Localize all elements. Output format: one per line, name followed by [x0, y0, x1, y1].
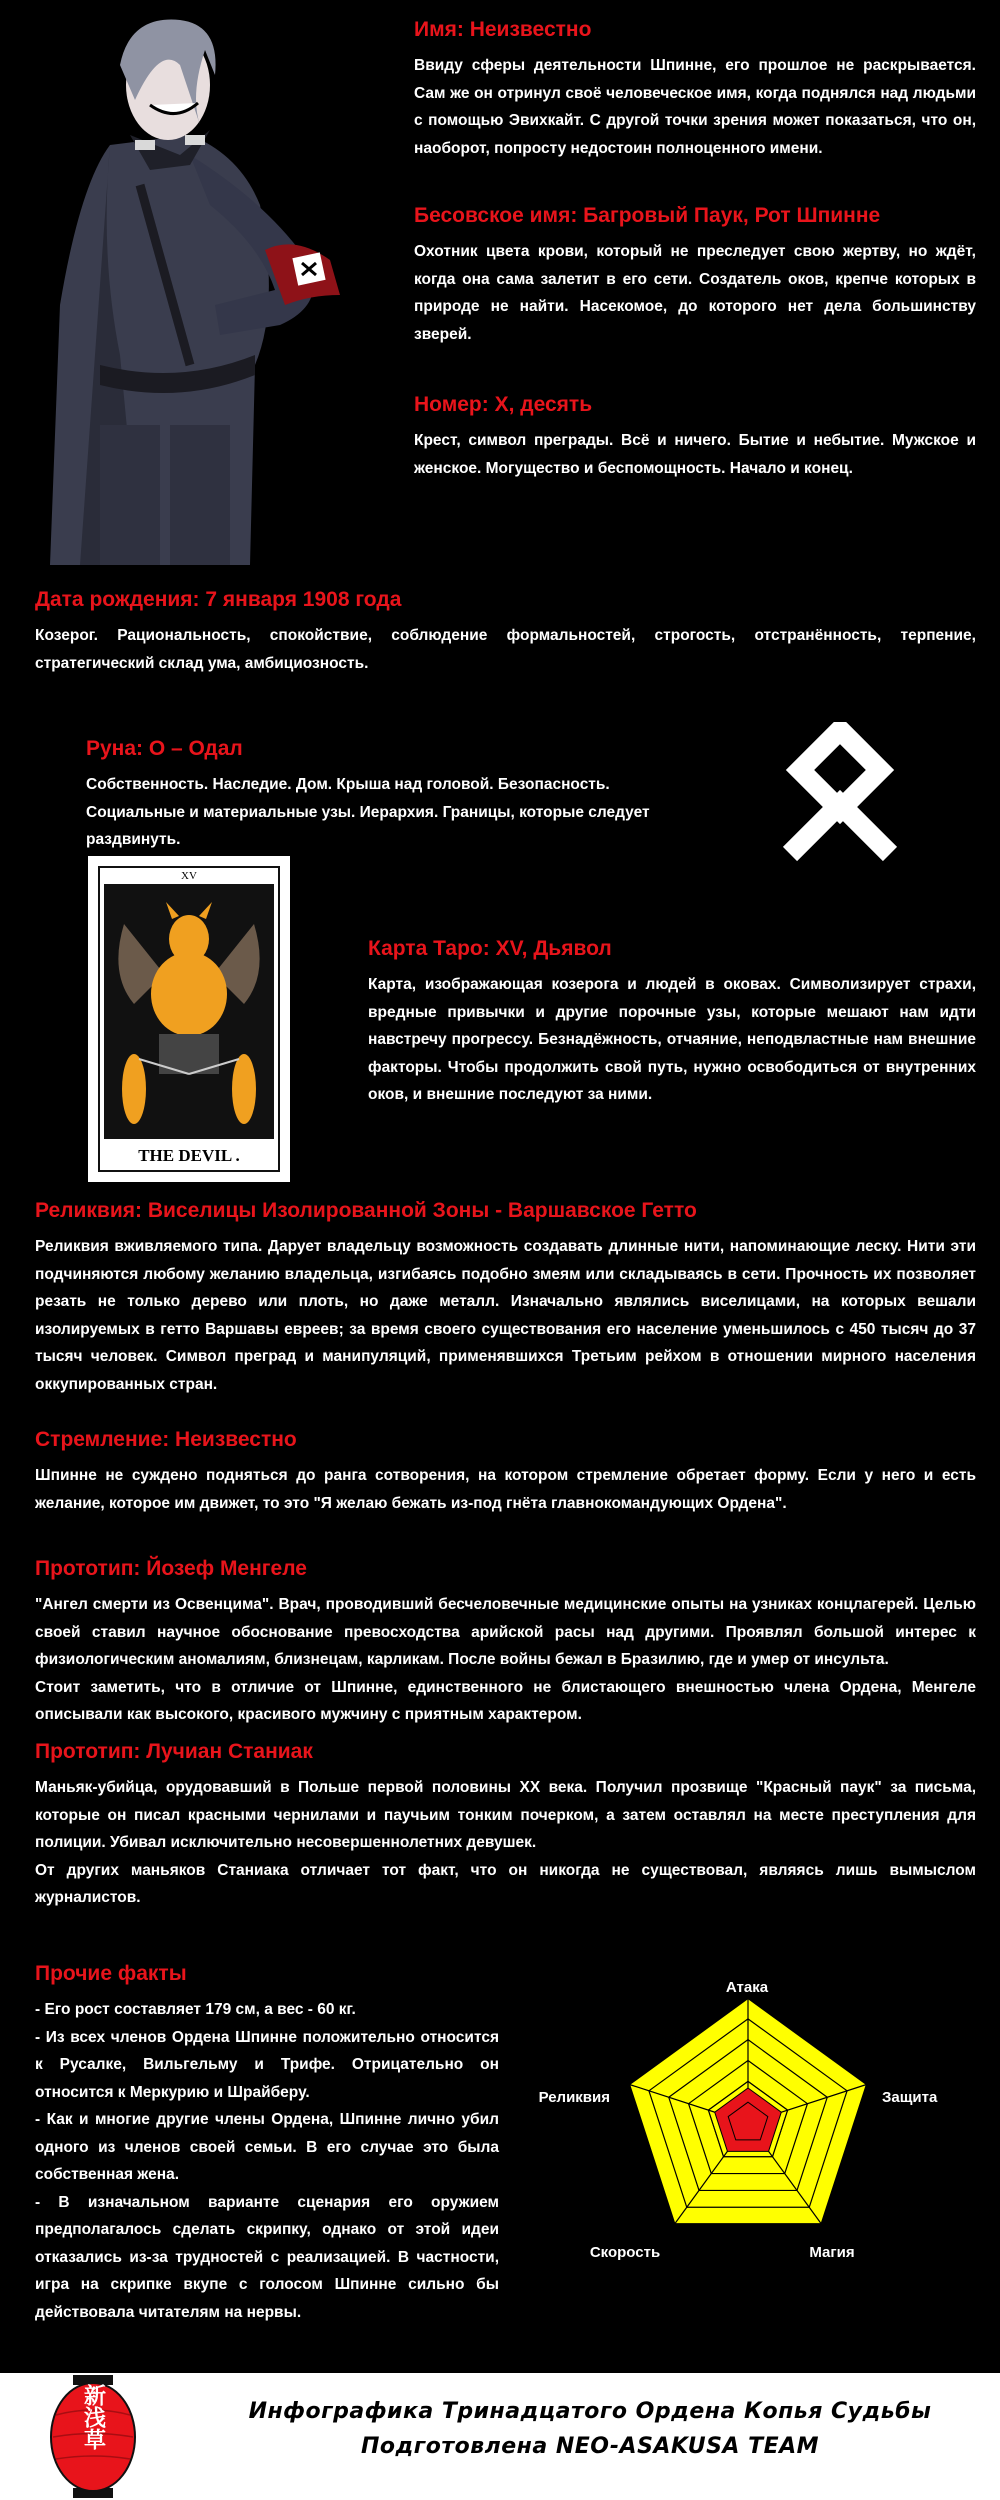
- facts-heading: Прочие факты: [35, 1962, 187, 1985]
- name-text: Ввиду сферы деятельности Шпинне, его прошлое не раскрывается. Сам же он отринул своё человеческое имя, когда поднялся над людьми с помощью Эвихкайт. С другой точки зрения может показаться, что он, наоборот, попросту недостоин полноценного имени.: [414, 57, 976, 157]
- birthday-text: Козерог. Рациональность, спокойствие, соблюдение формальностей, строгость, отстранённость, терпение, стратегический склад ума, амбициозность.: [35, 627, 976, 672]
- demon-name-text: Охотник цвета крови, который не преследует свою жертву, но ждёт, когда она сама залетит в его сети. Создатель оков, крепче которых в природе не найти. Насекомое, до которого нет дела большинству зверей.: [414, 243, 976, 343]
- fact-item: - В изначальном варианте сценария его оружием предполагалось сделать скрипку, однако от этой идеи отказались из-за трудностей с реализацией. В частности, игра на скрипке вкупе с голосом Шпинне сильно бы действовала читателям на нервы.: [35, 2193, 499, 2321]
- section-aspiration: [35, 1428, 976, 1517]
- footer-line-2: Подготовлена NEO-ASAKUSA TEAM: [360, 2434, 820, 2459]
- proto1-text: "Ангел смерти из Освенцима". Врач, проводивший бесчеловечные медицинские опыты на узниках концлагерей. Целью своей ставил научное обоснование превосходства арийской расы над другими. Проявлял большой интерес к физиологическим аномалиям, близнецам, карликам. После войны бежал в Бразилию, где и умер от инсульта.: [35, 1596, 976, 1668]
- section-tarot: [368, 937, 976, 1109]
- number-heading: Номер: X, десять: [414, 393, 593, 416]
- tarot-card-number: XV: [181, 870, 197, 882]
- proto2-text2: От других маньяков Станиака отличает тот факт, что он никогда не существовал, являясь лишь вымыслом журналистов.: [35, 1861, 976, 1906]
- section-prototype-staniak: [35, 1740, 976, 1912]
- fact-item: - Как и многие другие члены Ордена, Шпинне лично убил одного из членов своей семьи. В его случае это была собственная жена.: [35, 2111, 499, 2183]
- section-number: [414, 393, 976, 482]
- stats-radar-chart: [520, 1970, 980, 2270]
- name-heading: Имя: Неизвестно: [414, 18, 592, 41]
- radar-label-defense: Защита: [882, 2089, 938, 2106]
- tarot-text: Карта, изображающая козерога и людей в оковах. Символизирует страхи, вредные привычки и другие порочные узы, которые мешают нам идти навстречу прогрессу. Безнадёжность, отчаяние, неподвластные нам внешние факторы. Чтобы продолжить свой путь, нужно освободиться от внутренних оков, и внешние последуют за ними.: [368, 976, 976, 1103]
- odal-rune-icon: [770, 722, 910, 862]
- birthday-heading: Дата рождения: 7 января 1908 года: [35, 588, 402, 611]
- tarot-card-image: [88, 856, 290, 1182]
- fact-item: - Его рост составляет 179 см, а вес - 60 кг.: [35, 2001, 356, 2018]
- radar-label-magic: Магия: [809, 2244, 855, 2261]
- rune-text: Собственность. Наследие. Дом. Крыша над головой. Безопасность. Социальные и материальные узы. Иерархия. Границы, которые следует раздвинуть.: [86, 776, 650, 848]
- relic-heading: Реликвия: Виселицы Изолированной Зоны - Варшавское Гетто: [35, 1199, 697, 1222]
- radar-label-speed: Скорость: [589, 2244, 661, 2261]
- svg-text:新浅草: 新浅草: [80, 2384, 106, 2450]
- section-relic: [35, 1199, 976, 1398]
- proto2-heading: Прототип: Лучиан Станиак: [35, 1740, 313, 1763]
- tarot-card-frame: [98, 866, 280, 1172]
- radar-label-attack: Атака: [725, 1979, 769, 1996]
- section-demon-name: [414, 204, 976, 348]
- footer-line-1: Инфографика Тринадцатого Ордена Копья Судьбы: [248, 2399, 932, 2424]
- section-name: [414, 18, 976, 162]
- proto2-text: Маньяк-убийца, орудовавший в Польше первой половины XX века. Получил прозвище "Красный паук" за письма, которые он писал красными чернилами и паучьим тонким почерком, а затем оставлял на месте преступления для полиции. Убивал исключительно несовершеннолетних девушек.: [35, 1779, 976, 1851]
- devil-illustration: [104, 884, 274, 1139]
- tarot-card-caption: THE DEVIL .: [138, 1146, 240, 1165]
- section-facts: [35, 1962, 499, 2326]
- relic-text: Реликвия вживляемого типа. Дарует владельцу возможность создавать длинные нити, напоминающие леску. Нити эти подчиняются любому желанию владельца, изгибаясь подобно змеям или складываясь в сети. Прочность их позволяет резать не только дерево или плоть, но даже металл. Изначально являлись виселицами, на которых вешали изолируемых в гетто Варшавы евреев; за время своего существования его население уменьшилось с 450 тысяч до 37 тысяч человек. Символ преград и манипуляций, применявшихся Третьим рейхом в отношении мирного населения оккупированных стран.: [35, 1238, 976, 1393]
- aspiration-heading: Стремление: Неизвестно: [35, 1428, 297, 1451]
- character-illustration: [40, 5, 370, 570]
- footer-banner: [0, 2373, 1000, 2500]
- fact-item: - Из всех членов Ордена Шпинне положительно относится к Русалке, Вильгельму и Трифе. Отрицательно он относится к Меркурию и Шрайберу.: [35, 2028, 499, 2101]
- tarot-heading: Карта Таро: XV, Дьявол: [368, 937, 612, 960]
- section-prototype-mengele: [35, 1557, 976, 1729]
- section-birthday: [35, 588, 976, 677]
- number-text: Крест, символ преграды. Всё и ничего. Бытие и небытие. Мужское и женское. Могущество и беспомощность. Начало и конец.: [414, 432, 976, 477]
- demon-name-heading: Бесовское имя: Багровый Паук, Рот Шпинне: [414, 204, 881, 227]
- rune-heading: Руна: О – Одал: [86, 737, 243, 760]
- section-rune: [86, 737, 698, 854]
- aspiration-text: Шпинне не суждено подняться до ранга сотворения, на котором стремление обретает форму. Если у него и есть желание, которое им движет, то это "Я желаю бежать из-под гнёта главнокомандующих Ордена".: [35, 1467, 976, 1512]
- lantern-logo: [48, 2375, 138, 2498]
- proto1-text2: Стоит заметить, что в отличие от Шпинне, единственного не блистающего внешностью члена Ордена, Менгеле описывали как высокого, красивого мужчину с приятным характером.: [35, 1678, 976, 1723]
- radar-label-relic: Реликвия: [538, 2089, 610, 2106]
- proto1-heading: Прототип: Йозеф Менгеле: [35, 1557, 307, 1580]
